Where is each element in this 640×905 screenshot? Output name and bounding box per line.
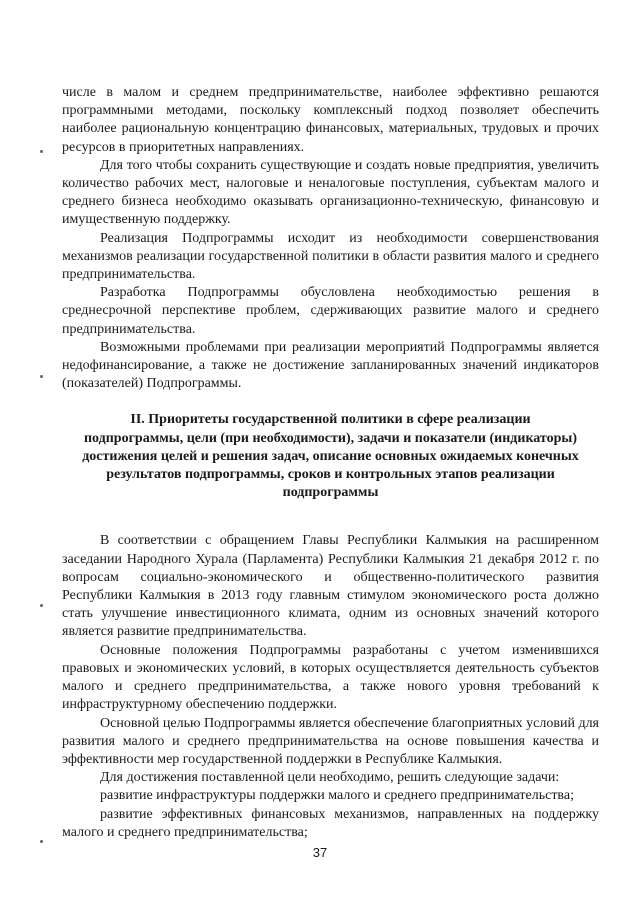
scan-mark [40, 150, 43, 153]
paragraph: Возможными проблемами при реализации мероприятий Подпрограммы является недофинансирование, а также не достижение запланированных значений индикаторов (показателей) Подпрограммы. [62, 339, 599, 392]
paragraph: Для того чтобы сохранить существующие и создать новые предприятия, увеличить количество рабочих мест, налоговые и неналоговые поступления, субъектам малого и среднего бизнеса необходимо оказывать организационно-техническую, финансовую и имущественную поддержку. [62, 157, 599, 228]
scan-mark [40, 604, 43, 607]
heading-line: подпрограммы, цели (при необходимости), задачи и показатели (индикаторы) [83, 430, 578, 446]
section-heading [62, 411, 599, 502]
heading-line: результатов подпрограммы, сроков и контрольных этапов реализации [106, 467, 555, 483]
paragraph: Основной целью Подпрограммы является обеспечение благоприятных условий для развития малого и среднего предпринимательства на основе повышения качества и эффективности мер государственной поддержки в Республике Калмыкия. [62, 715, 599, 767]
heading-line: достижения целей и решения задач, описание основных ожидаемых конечных [82, 448, 579, 464]
heading-line: II. Приоритеты государственной политики в сфере реализации [130, 412, 531, 428]
scan-mark [40, 840, 43, 843]
paragraph: Разработка Подпрограммы обусловлена необходимостью решения в среднесрочной перспективе проблем, сдерживающих развитие малого и среднего предпринимательства. [62, 285, 599, 337]
task-item: развитие эффективных финансовых механизмов, направленных на поддержку малого и среднего предпринимательства; [62, 806, 599, 840]
heading-line: подпрограммы [282, 485, 379, 501]
scan-mark [40, 375, 43, 378]
paragraph: Для достижения поставленной цели необходимо, решить следующие задачи: [100, 770, 560, 786]
paragraph: Реализация Подпрограммы исходит из необходимости совершенствования механизмов реализации государственной политики в области развития малого и среднего предпринимательства. [62, 230, 599, 283]
task-item: развитие инфраструктуры поддержки малого и среднего предпринимательства; [100, 788, 574, 804]
paragraph: числе в малом и среднем предпринимательстве, наиболее эффективно решаются программными методами, поскольку комплексный подход позволяет обеспечить наиболее рациональную концентрацию финансовых, материальных, трудовых и прочих ресурсов в приоритетных направлениях. [62, 85, 599, 155]
paragraph: В соответствии с обращением Главы Республики Калмыкия на расширенном заседании Народного Хурала (Парламента) Республики Калмыкия 21 декабря 2012 г. по вопросам социально-экономического и общественно-политического развития Республики Калмыкия в 2013 году главным стимулом экономического роста должно стать улучшение инвестиционного климата, одним из основных значений которого является развитие предпринимательства. [62, 533, 599, 640]
page-content [62, 84, 599, 842]
page-number: 37 [312, 845, 328, 860]
paragraph: Основные положения Подпрограммы разработаны с учетом изменившихся правовых и экономических условий, в которых осуществляется деятельность субъектов малого и среднего предпринимательства, а также нового уровня требований к инфраструктурному обеспечению поддержки. [62, 642, 599, 713]
